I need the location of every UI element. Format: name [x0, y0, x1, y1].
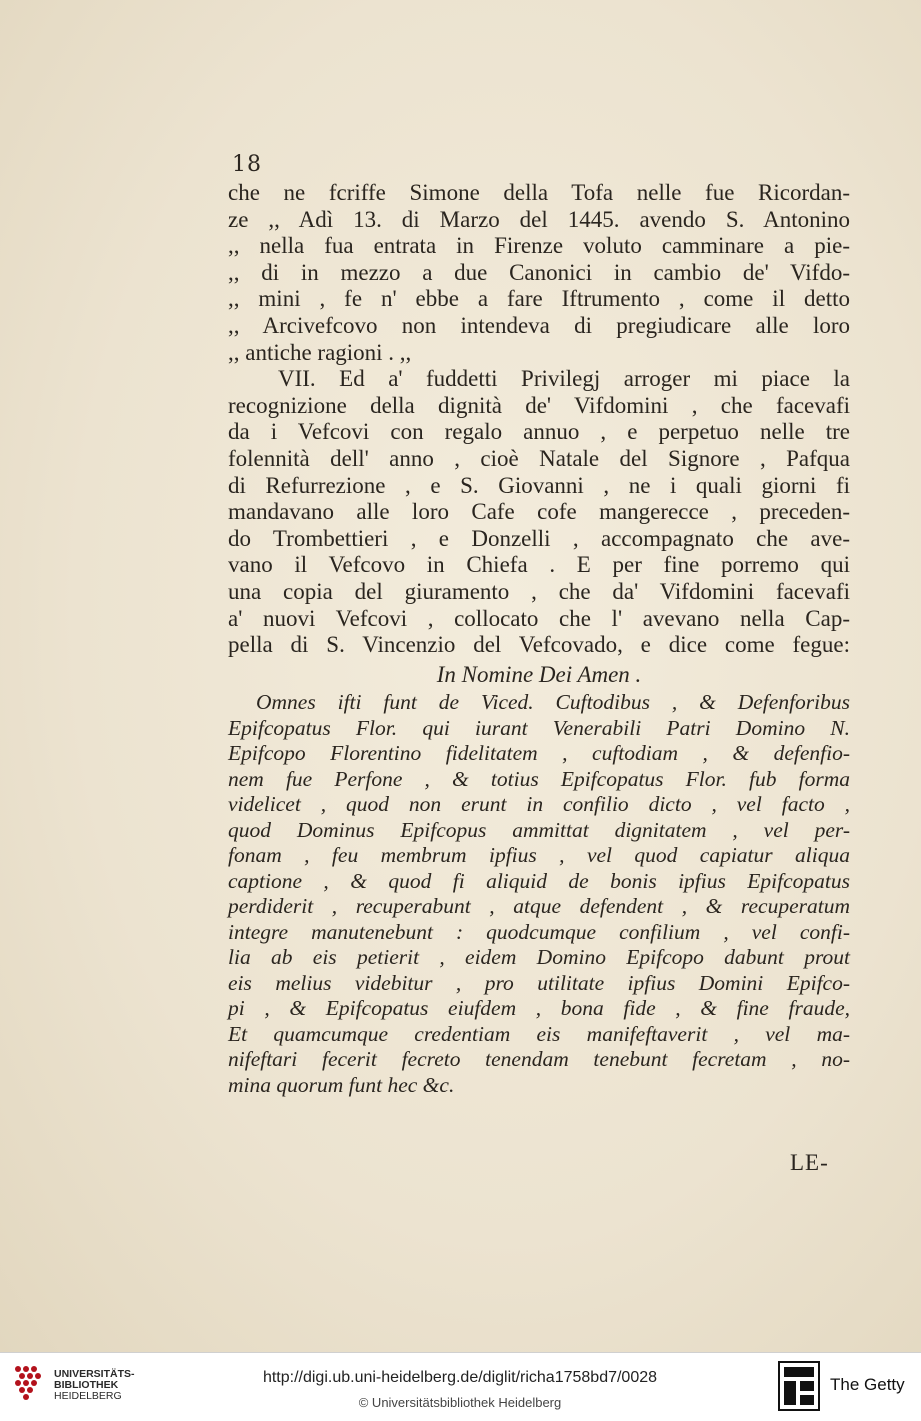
page-number: 18 [232, 152, 262, 177]
italian-body-text [228, 180, 850, 659]
body-line: ,, mini , fe n' ebbe a fare Iftrumento , come il detto [228, 286, 850, 312]
latin-line: videlicet , quod non erunt in confilio dicto , vel facto , [228, 792, 850, 816]
getty-logo-icon [778, 1361, 820, 1411]
body-line: che ne fcriffe Simone della Tofa nelle fue Ricordan- [228, 180, 850, 205]
body-line: vano il Vefcovo in Chiefa . E per fine porremo qui [228, 552, 850, 578]
latin-line: nifeftari fecerit fecreto tenendam tenebunt fecretam , no- [228, 1047, 850, 1071]
body-line: VII. Ed a' fuddetti Privilegj arroger mi piace la [278, 366, 850, 392]
latin-line: fonam , feu membrum ipfius , vel quod capiatur aliqua [228, 843, 850, 867]
footer-bar [0, 1352, 921, 1421]
getty-name: The Getty [830, 1375, 905, 1394]
body-line: a' nuovi Vefcovi , collocato che l' avevano nella Cap- [228, 605, 850, 631]
latin-line: pi , & Epifcopatus eiufdem , bona fide , & fine fraude, [228, 996, 850, 1020]
latin-line: mina quorum funt hec &c. [228, 1072, 455, 1097]
university-library-logo-icon [12, 1363, 46, 1403]
latin-line: Omnes ifti funt de Viced. Cuftodibus , & Defenforibus [256, 690, 850, 714]
body-line: ,, Arcivefcovo non intendeva di pregiudicare alle loro [228, 312, 850, 338]
body-line: mandavano alle loro Cafe cofe mangerecce , preceden- [228, 499, 850, 525]
latin-line: Epifcopatus Flor. qui iurant Venerabili Patri Domino N. [228, 715, 850, 740]
body-line: folennità dell' anno , cioè Natale del Signore , Pafqua [228, 445, 850, 471]
latin-line: Epifcopo Florentino fidelitatem , cuftodiam , & defenfio- [228, 741, 850, 765]
library-name-line: HEIDELBERG [54, 1390, 122, 1402]
catchword: LE- [790, 1150, 829, 1175]
latin-line: eis melius videbitur , pro utilitate ipfius Domini Epifco- [228, 970, 850, 995]
library-name-line: BIBLIOTHEK [54, 1379, 119, 1391]
latin-line: quod Dominus Epifcopus ammittat dignitatem , vel per- [228, 817, 850, 842]
copyright-notice: © Universitätsbibliothek Heidelberg [358, 1395, 562, 1410]
latin-line: perdiderit , recuperabunt , atque defendent , & recuperatum [228, 894, 850, 918]
body-line: pella di S. Vincenzio del Vefcovado, e dice come fegue: [228, 632, 850, 658]
latin-line: Et quamcumque credentiam eis manifeftaverit , vel ma- [228, 1021, 850, 1046]
latin-line: captione , & quod fi aliquid de bonis ipfius Epifcopatus [228, 868, 850, 893]
latin-line: nem fue Perfone , & totius Epifcopatus Flor. fub forma [228, 766, 850, 791]
body-line: da i Vefcovi con regalo annuo , e perpetuo nelle tre [228, 419, 850, 445]
latin-line: integre manutenebunt : quodcumque confilium , vel confi- [228, 919, 850, 944]
library-name-line: UNIVERSITÄTS- [54, 1368, 135, 1380]
body-line: una copia del giuramento , che da' Vifdomini facevafi [228, 578, 850, 604]
body-line: di Refurrezione , e S. Giovanni , ne i quali giorni fi [228, 472, 850, 498]
body-line: do Trombettieri , e Donzelli , accompagnato che ave- [228, 525, 850, 551]
latin-oath-text [228, 690, 850, 1098]
body-line: ,, di in mezzo a due Canonici in cambio de' Vifdo- [228, 259, 850, 285]
latin-line: lia ab eis petierit , eidem Domino Epifcopo dabunt prout [228, 945, 850, 969]
body-line: recognizione della dignità de' Vifdomini , che facevafi [228, 392, 850, 418]
library-name [54, 1369, 135, 1402]
body-line: ze ,, Adì 13. di Marzo del 1445. avendo S. Antonino [228, 206, 850, 232]
latin-heading: In Nomine Dei Amen . [436, 662, 642, 687]
body-line: ,, nella fua entrata in Firenze voluto camminare a pie- [228, 233, 850, 259]
body-line: ,, antiche ragioni . ,, [228, 339, 412, 365]
permalink-url[interactable]: http://digi.ub.uni-heidelberg.de/diglit/richa1758bd7/0028 [262, 1369, 658, 1386]
